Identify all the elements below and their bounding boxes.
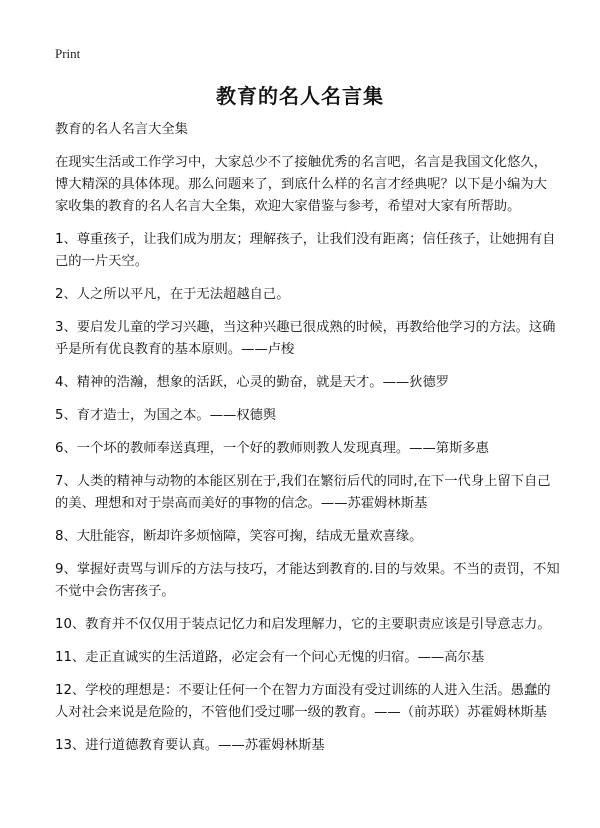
article-subtitle: 教育的名人名言大全集 bbox=[55, 122, 188, 137]
print-label: Print bbox=[55, 46, 81, 61]
quote-item-7: 7、人类的精神与动物的本能区别在于,我们在繁衍后代的同时,在下一代身上留下自己的美、理想和对于崇高而美好的事物的信念。——苏霍姆林斯基 bbox=[55, 474, 551, 511]
quote-item-4: 4、精神的浩瀚，想象的活跃，心灵的勤奋，就是天才。——狄德罗 bbox=[55, 375, 450, 390]
article-body bbox=[55, 119, 560, 768]
quote-item-3: 3、要启发儿童的学习兴趣，当这种兴趣已很成熟的时候，再教给他学习的方法。这确乎是所有优良教育的基本原则。——卢梭 bbox=[55, 320, 556, 357]
quote-item-8: 8、大肚能容，断却许多烦恼障，笑容可掬，结成无量欢喜缘。 bbox=[55, 529, 423, 544]
quote-item-6: 6、一个坏的教师奉送真理，一个好的教师则教人发现真理。——第斯多惠 bbox=[55, 441, 489, 456]
quote-item-12: 12、学校的理想是：不要让任何一个在智力方面没有受过训练的人进入生活。愚蠢的人对社会来说是危险的，不管他们受过哪一级的教育。——（前苏联）苏霍姆林斯基 bbox=[55, 683, 551, 720]
quote-item-9: 9、掌握好责骂与训斥的方法与技巧，才能达到教育的.目的与效果。不当的责罚，不知不觉中会伤害孩子。 bbox=[55, 562, 560, 599]
quote-item-10: 10、教育并不仅仅用于装点记忆力和启发理解力，它的主要职责应该是引导意志力。 bbox=[55, 617, 551, 632]
quote-item-1: 1、尊重孩子，让我们成为朋友；理解孩子，让我们没有距离；信任孩子，让她拥有自己的一片天空。 bbox=[55, 232, 556, 269]
quote-item-2: 2、人之所以平凡，在于无法超越自己。 bbox=[55, 287, 290, 302]
intro-paragraph: 在现实生活或工作学习中，大家总少不了接触优秀的名言吧，名言是我国文化悠久，博大精深的具体体现。那么问题来了，到底什么样的名言才经典呢？以下是小编为大家收集的教育的名人名言大全集，欢迎大家借鉴与参考，希望对大家有所帮助。 bbox=[55, 155, 547, 214]
quote-item-13: 13、进行道德教育要认真。——苏霍姆林斯基 bbox=[55, 738, 325, 753]
quote-item-5: 5、育才造士，为国之本。——权德舆 bbox=[55, 408, 277, 423]
page-title: 教育的名人名言集 bbox=[216, 84, 384, 108]
quote-item-11: 11、走正直诚实的生活道路，必定会有一个问心无愧的归宿。——高尔基 bbox=[55, 650, 485, 665]
